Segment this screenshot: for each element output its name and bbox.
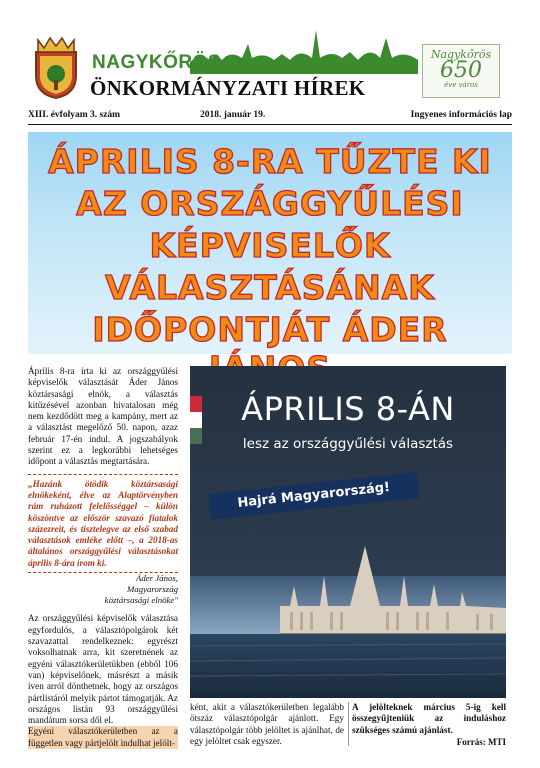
banner-text: Hajrá Magyarország! bbox=[236, 479, 391, 511]
issue-date: 2018. január 19. bbox=[200, 110, 266, 120]
headline-line: IDŐPONTJÁT ÁDER bbox=[92, 310, 448, 349]
column-divider bbox=[348, 702, 349, 746]
town-name: NAGYKŐRÖS bbox=[92, 52, 222, 73]
article-middle-column bbox=[190, 702, 344, 747]
issue-tagline: Ingyenes információs lap bbox=[410, 110, 512, 120]
article-continuation: ként, akit a választókerületben legalább ötszáz választópolgár ajánlott. Egy választópolgár több jelöltet is ajánlhat, de egy jelöltet csak egyszer. bbox=[190, 702, 344, 746]
parliament-building-icon bbox=[190, 516, 506, 698]
signature-line: Magyarország bbox=[127, 583, 178, 594]
anniversary-subtitle: éve város bbox=[444, 81, 478, 89]
headline-line: AZ ORSZÁGGYŰLÉSI bbox=[76, 184, 464, 223]
article-deadline: A jelölteknek március 5-ig kell összegyűjteniük az induláshoz szükséges számú ajánlást. bbox=[352, 702, 506, 735]
town-skyline-icon bbox=[190, 24, 418, 74]
anniversary-number: 650 bbox=[440, 58, 482, 83]
issue-volume: XIII. évfolyam 3. szám bbox=[28, 110, 121, 120]
headline-box bbox=[28, 132, 512, 354]
article-left-column bbox=[28, 366, 178, 749]
quote-signature bbox=[28, 573, 178, 605]
article-highlight: Egyéni választókerületben az a független vagy pártjelölt indulhat jelölt- bbox=[28, 726, 178, 748]
headline-line: KÉPVISELŐK bbox=[149, 226, 391, 265]
signature-line: Áder János, bbox=[135, 573, 178, 584]
anniversary-logo bbox=[422, 44, 500, 98]
president-quote: „Hazánk ötödik köztársasági elnökeként, élve az Alaptörvényben rám ruházott felelősséggel – külön köszöntve az először szavazó fiatalok százezreit, és tisztelegve az első szabad választások emléke előtt –, a 2018-as általános országgyűlési választásokat április 8-ára írom ki. bbox=[28, 474, 178, 573]
article-source: Forrás: MTI bbox=[456, 737, 506, 747]
newspaper-title: ÖNKORMÁNYZATI HÍREK bbox=[90, 76, 366, 100]
article-right-column bbox=[352, 702, 506, 736]
signature-line: köztársasági elnöke" bbox=[104, 594, 178, 605]
headline-line: ÁPRILIS 8-RA TŰZTE KI bbox=[48, 142, 492, 181]
article-intro: Április 8-ra írta ki az országgyűlési képviselők választását Áder János köztársasági elnök, a választás kitűzésével azonban hivatalosan még nem kezdődött meg a kampány, mert az a választást megelőző 50. napon, azaz február 17-én indul. A jogszabályok szerint ez a legkorábbi lehetséges időpont a választás megtartására. bbox=[28, 366, 178, 467]
anniversary-town: Nagykőrös bbox=[430, 48, 492, 61]
headline-line: VÁLASZTÁSÁNAK bbox=[105, 268, 435, 307]
poster-title: ÁPRILIS 8-ÁN bbox=[241, 390, 455, 428]
city-crest-icon bbox=[30, 30, 82, 100]
election-poster bbox=[190, 366, 506, 698]
poster-banner bbox=[208, 472, 420, 520]
masthead bbox=[0, 0, 540, 110]
poster-subtitle: lesz az országgyűlési választás bbox=[242, 436, 454, 452]
issue-info-bar bbox=[28, 110, 512, 125]
article-body: Az országgyűlési képviselők választása egyfordulós, a választópolgárok két szavazattal rendelkeznek: egyrészt voksolhatnak arra, kit szeretnének az egyéni választókerületükben (ebből 106 van) képviselőnek, másrészt a másik íven arról dönthetnek, hogy az országos pártlistáról melyik pártot támogatják. Az országos listán 93 országgyűlési mandátum sorsa dől el. bbox=[28, 613, 178, 726]
